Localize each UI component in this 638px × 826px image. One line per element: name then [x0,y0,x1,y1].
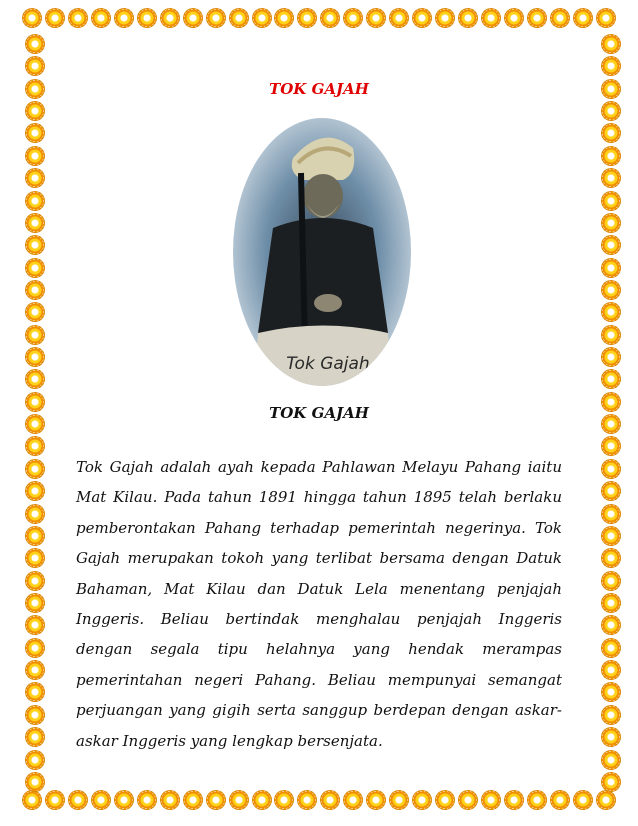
flower-icon [25,302,45,322]
flower-icon [229,790,249,810]
flower-icon [25,280,45,300]
page-title: TOK GAJAH [269,80,369,98]
flower-icon [25,436,45,456]
flower-icon [601,302,621,322]
flower-icon [601,235,621,255]
flower-icon [389,8,409,28]
flower-icon [601,56,621,76]
flower-icon [601,638,621,658]
flower-icon [25,459,45,479]
flower-icon [114,8,134,28]
flower-icon [25,146,45,166]
flower-icon [435,790,455,810]
flower-icon [183,790,203,810]
flower-icon [601,280,621,300]
staff-shape [301,173,305,348]
flower-icon [25,705,45,725]
flower-icon [160,8,180,28]
flower-icon [601,146,621,166]
flower-icon [114,790,134,810]
flower-icon [601,615,621,635]
flower-icon [343,790,363,810]
flower-icon [25,235,45,255]
flower-icon [25,727,45,747]
flower-icon [573,8,593,28]
flower-icon [25,750,45,770]
flower-icon [25,325,45,345]
flower-icon [297,8,317,28]
portrait-photo [233,118,411,386]
flower-icon [389,790,409,810]
flower-icon [25,504,45,524]
flower-icon [601,191,621,211]
flower-icon [601,504,621,524]
flower-icon [25,660,45,680]
body-paragraph: Tok Gajah adalah ayah kepada Pahlawan Melayu Pahang iaitu Mat Kilau. Pada tahun 1891 hingga tahun 1895 telah berlaku pemberontakan Pahang terhadap pemerintah negerinya. Tok Gajah merupakan tokoh yang terlibat bersama dengan Datuk Bahaman, Mat Kilau dan Datuk Lela menentang penjajah Inggeris. Beliau bertindak menghalau penjajah Inggeris dengan segala tipu helahnya yang hendak merampas pemerintahan negeri Pahang. Beliau mempunyai semangat perjuangan yang gigih serta sanggup berdepan dengan askar-askar Inggeris yang lengkap bersenjata. [76,458,562,750]
flower-icon [504,790,524,810]
flower-icon [320,8,340,28]
flower-icon [25,347,45,367]
flower-icon [252,8,272,28]
flower-icon [601,750,621,770]
flower-icon [458,790,478,810]
flower-icon [601,168,621,188]
flower-icon [601,369,621,389]
border-top [0,8,638,38]
flower-icon [25,56,45,76]
flower-icon [68,790,88,810]
flower-icon [601,548,621,568]
flower-icon [252,790,272,810]
flower-icon [601,258,621,278]
flower-icon [504,8,524,28]
face-shape [303,174,343,218]
flower-icon [45,8,65,28]
flower-icon [25,191,45,211]
flower-icon [137,790,157,810]
flower-icon [297,790,317,810]
flower-icon [25,772,45,792]
flower-icon [25,593,45,613]
flower-icon [25,168,45,188]
flower-icon [601,682,621,702]
photo-inscription: Tok Gajah [286,354,370,374]
photo-caption: TOK GAJAH [269,404,369,422]
flower-icon [183,8,203,28]
flower-icon [601,213,621,233]
flower-icon [25,682,45,702]
flower-icon [206,790,226,810]
flower-icon [91,8,111,28]
flower-icon [206,8,226,28]
flower-icon [412,790,432,810]
flower-icon [25,615,45,635]
flower-icon [343,8,363,28]
flower-icon [25,526,45,546]
flower-icon [412,8,432,28]
flower-icon [573,790,593,810]
flower-icon [137,8,157,28]
flower-icon [274,790,294,810]
flower-icon [25,101,45,121]
flower-icon [601,772,621,792]
hands-shape [314,294,342,312]
flower-icon [91,790,111,810]
flower-icon [601,34,621,54]
flower-icon [601,481,621,501]
flower-icon [601,526,621,546]
flower-icon [550,8,570,28]
flower-icon [25,571,45,591]
flower-icon [481,8,501,28]
flower-icon [25,369,45,389]
flower-icon [601,660,621,680]
flower-icon [601,593,621,613]
flower-icon [527,8,547,28]
flower-icon [25,213,45,233]
flower-icon [229,8,249,28]
flower-icon [25,123,45,143]
flower-icon [25,638,45,658]
flower-icon [320,790,340,810]
flower-icon [25,548,45,568]
flower-icon [68,8,88,28]
flower-icon [25,481,45,501]
flower-icon [596,8,616,28]
flower-icon [601,436,621,456]
flower-icon [601,325,621,345]
flower-icon [601,101,621,121]
flower-icon [25,258,45,278]
flower-icon [366,790,386,810]
flower-icon [601,705,621,725]
flower-icon [527,790,547,810]
flower-icon [550,790,570,810]
flower-icon [601,459,621,479]
flower-icon [274,8,294,28]
flower-icon [366,8,386,28]
flower-icon [458,8,478,28]
flower-icon [601,571,621,591]
flower-icon [160,790,180,810]
flower-icon [481,790,501,810]
flower-icon [435,8,455,28]
flower-icon [601,727,621,747]
flower-icon [25,34,45,54]
border-bottom [0,790,638,820]
flower-icon [601,347,621,367]
flower-icon [601,123,621,143]
flower-icon [22,8,42,28]
